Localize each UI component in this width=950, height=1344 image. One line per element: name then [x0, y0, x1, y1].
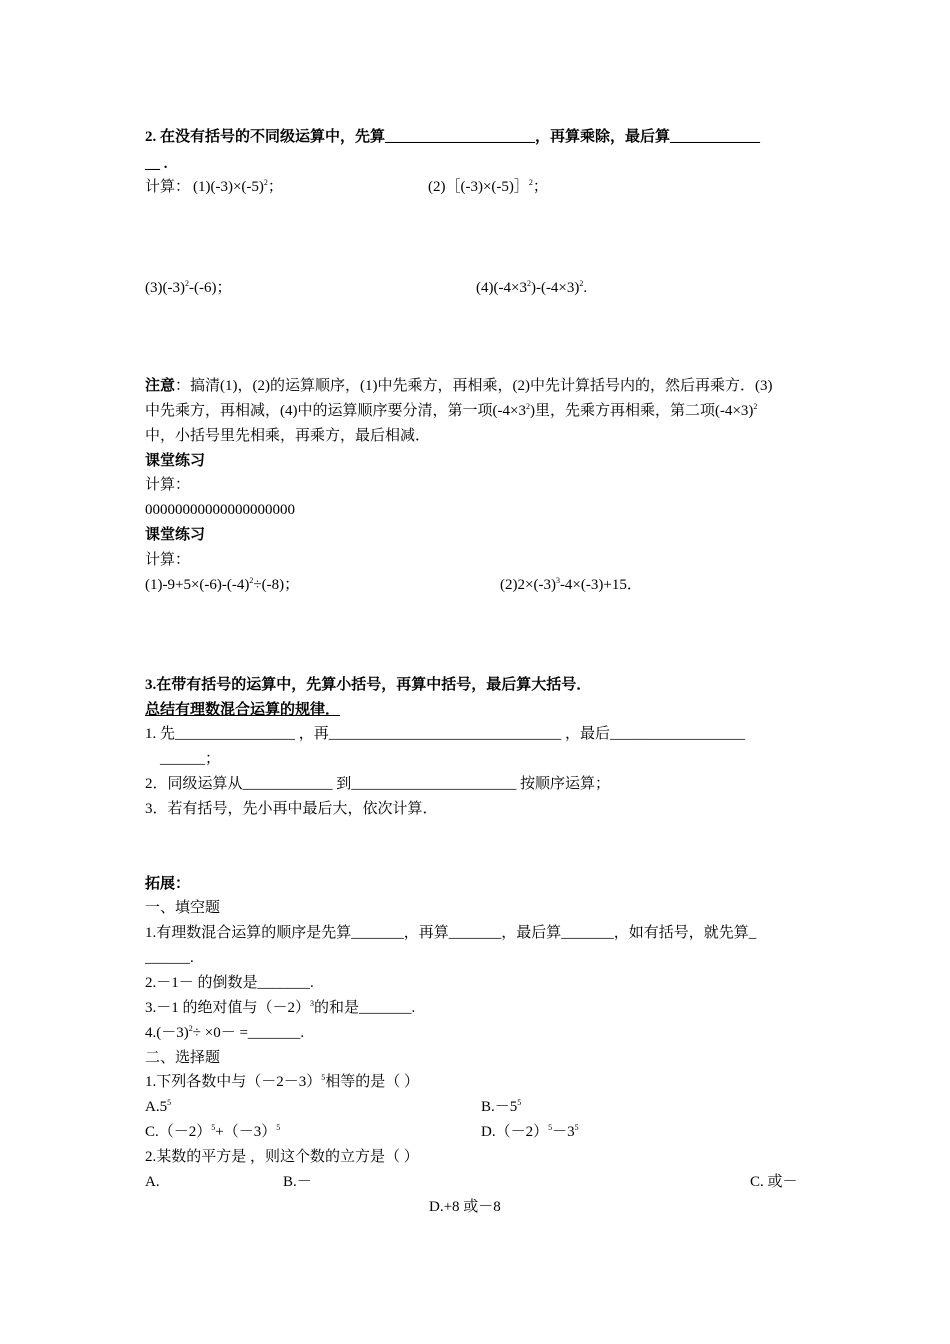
summary-title: 总结有理数混合运算的规律． [145, 702, 341, 718]
choice-q1: 1.下列各数中与$(-2-3)^5$相等的是（ ） [145, 1073, 420, 1090]
section2-line-cont: __ . [145, 156, 168, 172]
rule-2: 2．同级运算从____________ 到______________________ 按顺序运算； [145, 776, 611, 792]
choice-q1-option-d: $D.(-2)^5-3^5$ [481, 1123, 579, 1140]
section2-line: 2. 在没有括号的不同级运算中，先算____________________，再算乘除，最后算____________ [145, 129, 761, 145]
practice-label-2: 计算： [145, 552, 191, 568]
choice-q2-option-c: C. 或－ [750, 1174, 798, 1190]
choice-q2-option-b: B.－ [283, 1174, 312, 1190]
fill-q2: 2.－1－ 的倒数是_______. [145, 975, 314, 991]
practice-q2: $(2)2\times(-3)^3-4\times(-3)+15$． [500, 576, 642, 593]
calc-problem-3: $(3)(-3)^2-(-6)$； [145, 279, 232, 296]
note-line-2: 中先乘方，再相减，(4)中的运算顺序要分清，第一项$(-4\times 3^2)$里，先乘方再相乘，第二项$(-4\times 3)^2$ [145, 402, 758, 419]
choice-q2-option-a: A. [145, 1174, 160, 1190]
choice-section-title: 二、选择题 [145, 1050, 221, 1066]
extension-title: 拓展： [145, 876, 191, 892]
note-label: 注意 [145, 378, 176, 394]
practice-title-1: 课堂练习 [145, 453, 206, 469]
rule-1: 1. 先________________ ，再_______________________________ ，最后__________________ [145, 726, 746, 742]
rule-1-cont: ______； [160, 751, 221, 767]
calc-problem-4: $(4)(-4\times 3^2)-(-4\times 3)^2$. [476, 279, 588, 296]
choice-q2-option-d: D.+8 或－8 [429, 1199, 501, 1215]
fill-q1: 1.有理数混合运算的顺序是先算_______，再算_______，最后算_______，如有括号，就先算_ [145, 925, 757, 941]
calc-label-1: 计算： [145, 179, 191, 195]
calc-problem-2: (2)［(-3)×(-5)］$^2$； [428, 178, 548, 195]
practice-label-1: 计算： [145, 477, 191, 493]
section3-line: 3.在带有括号的运算中，先算小括号，再算中括号，最后算大括号． [145, 677, 592, 693]
practice-zeros: 00000000000000000000 [145, 502, 295, 518]
fill-q4: $4.(-3)^2\div \times 0-$ =_______. [145, 1024, 305, 1041]
fill-q1-cont: ______. [145, 950, 194, 966]
fill-section-title: 一、填空题 [145, 900, 221, 916]
note-line-3: 中，小括号里先相乘，再乘方，最后相减． [145, 428, 431, 444]
practice-q1: $(1)-9+5\times(-6)-(-4)^2\div(-8)$； [145, 576, 300, 593]
fill-q3: 3.－1 的绝对值与$(-2)^3$的和是_______. [145, 999, 416, 1016]
rule-3: 3．若有括号，先小再中最后大，依次计算． [145, 801, 438, 817]
choice-q1-option-c: $C.(-2)^5+(-3)^5$ [145, 1123, 281, 1140]
choice-q1-option-a: $A.5^5$ [145, 1098, 172, 1115]
choice-q2: 2.某数的平方是 ，则这个数的立方是（ ） [145, 1149, 419, 1165]
calc-problem-1: $(1)(-3)\times(-5)^2$； [193, 178, 283, 195]
note-line-1: 注意：搞清(1)，(2)的运算顺序，(1)中先乘方，再相乘，(2)中先计算括号内的，然后再乘方．(3) [145, 378, 773, 394]
practice-title-2: 课堂练习 [145, 527, 206, 543]
choice-q1-option-b: $B.-5^5$ [481, 1098, 522, 1115]
